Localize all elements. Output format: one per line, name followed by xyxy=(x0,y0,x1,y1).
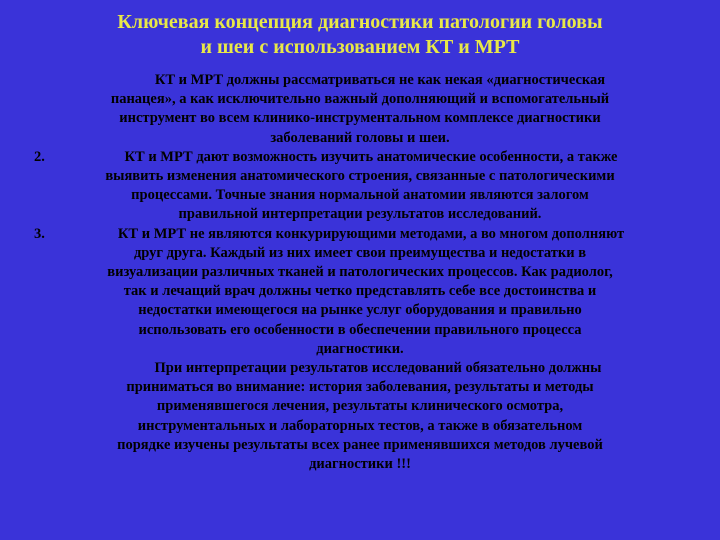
list-item-1-line-2: панацея», а как исключительно важный дополняющий и вспомогательный xyxy=(110,91,610,108)
list-item-2-line-2: выявить изменения анатомического строения, связанные с патологическими xyxy=(105,168,615,185)
list-item-4-line-3: применявшегося лечения, результаты клинического осмотра, xyxy=(156,398,564,415)
concept-list xyxy=(0,71,720,474)
list-item-4-line-2: приниматься во внимание: история заболевания, результаты и методы xyxy=(126,379,594,396)
list-item-3-number: 3. xyxy=(34,225,45,242)
list-item-2-line-3: процессами. Точные знания нормальной анатомии являются залогом xyxy=(131,187,589,204)
list-item-3-line-3: визуализации различных тканей и патологических процессов. Как радиолог, xyxy=(107,264,613,281)
list-item-4-line-6: диагностики !!! xyxy=(309,456,411,473)
list-item-2-line-1: 2. КТ и МРТ дают возможность изучить анатомические особенности, а также xyxy=(0,148,720,167)
list-item-3-line-2: друг друга. Каждый из них имеет свои преимущества и недостатки в xyxy=(133,244,587,261)
slide-title xyxy=(0,10,720,60)
list-item-3-line-1: 3. КТ и МРТ не являются конкурирующими методами, а во многом дополняют xyxy=(0,225,720,244)
list-item-4-line-5: порядке изучены результаты всех ранее применявшихся методов лучевой xyxy=(117,436,603,453)
list-item-2-line-4: правильной интерпретации результатов исследований. xyxy=(178,206,542,223)
list-item-3-line-7: диагностики. xyxy=(316,340,404,357)
list-item-3-line-6: использовать его особенности в обеспечении правильного процесса xyxy=(138,321,582,338)
list-item-3-line-5: недостатки имеющегося на рынке услуг оборудования и правильно xyxy=(138,302,582,319)
list-item-1-line-3: инструмент во всем клинико-инструментальном комплексе диагностики xyxy=(119,110,601,127)
list-item-1-line-4: заболеваний головы и шеи. xyxy=(270,129,450,146)
title-line-2: и шеи с использованием КТ и МРТ xyxy=(200,36,520,58)
list-item-4-line-1: При интерпретации результатов исследований обязательно должны xyxy=(154,360,602,377)
list-item-2-number: 2. xyxy=(34,148,45,165)
list-item-3-line-4: так и лечащий врач должны четко представлять себе все достоинства и xyxy=(123,283,597,300)
title-line-1: Ключевая концепция диагностики патологии головы xyxy=(117,11,603,33)
list-item-1-line-1: КТ и МРТ должны рассматриваться не как некая «диагностическая xyxy=(154,72,606,88)
list-item-4-line-4: инструментальных и лабораторных тестов, а также в обязательном xyxy=(137,417,583,434)
